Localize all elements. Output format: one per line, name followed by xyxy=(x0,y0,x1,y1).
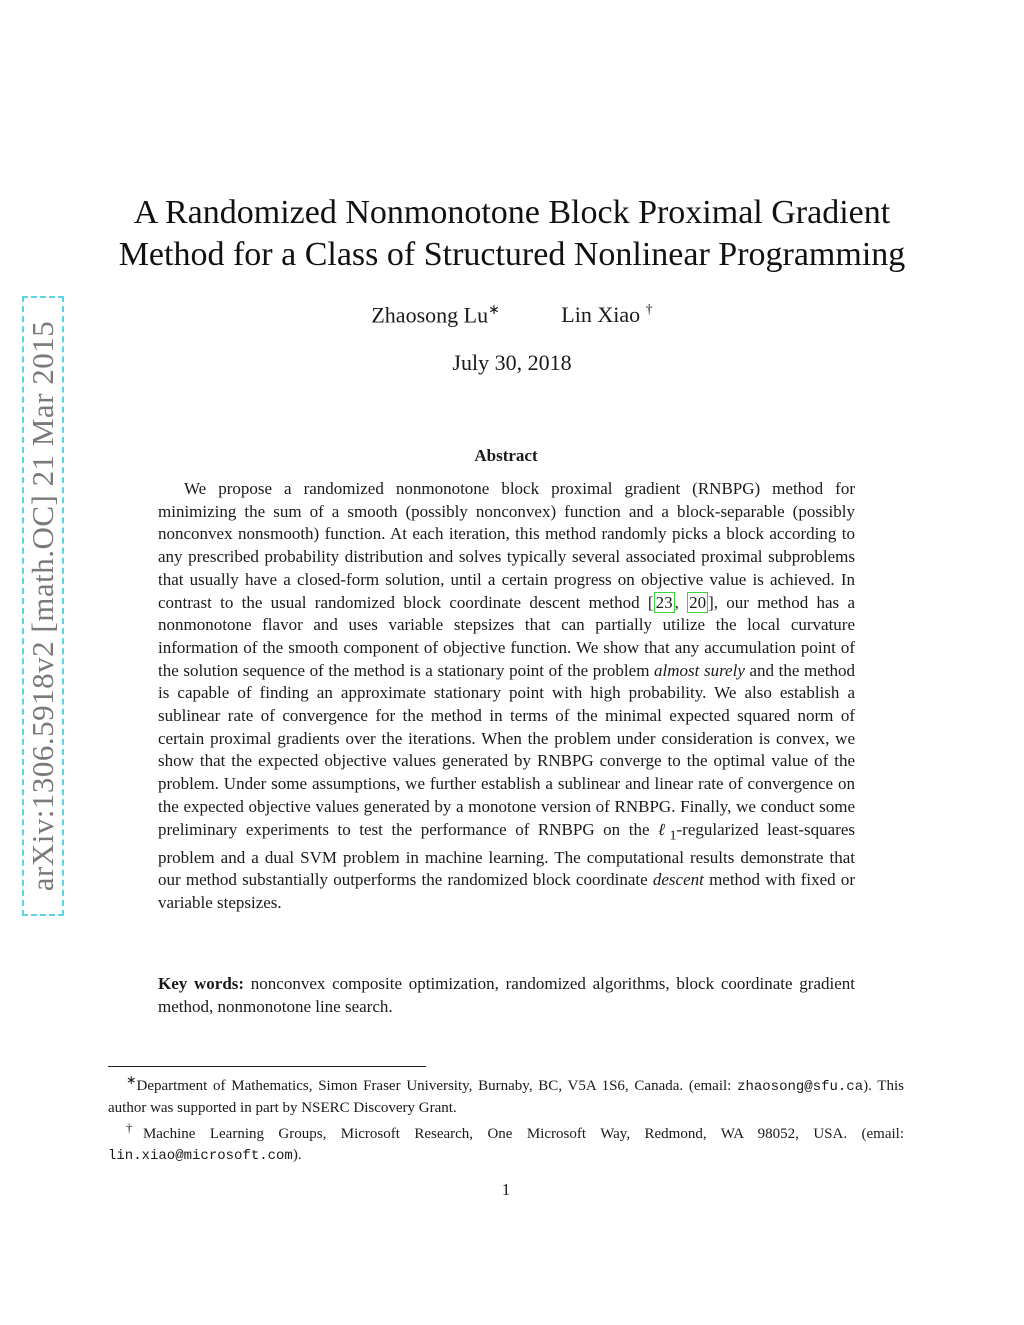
email-link[interactable]: lin.xiao@microsoft.com xyxy=(108,1147,293,1164)
citation-separator: , xyxy=(674,592,688,612)
footnote-2 xyxy=(108,1118,904,1166)
abstract-text: and the method is capable of finding an approximate stationary point with high probability. We also establish a sublinear rate of convergence for the method in terms of the minimal expected squared norm of certain proximal gradients over the iterations. When the problem under consideration is convex, we show that the expected objective values generated by RNBPG converge to the optimal value of the problem. Under some assumptions, we further establish a sublinear and linear rate of convergence on the expected objective values generated by a monotone version of RNBPG. Finally, we conduct some preliminary experiments to test the performance of RNBPG on the xyxy=(158,660,855,839)
title-line-1: A Randomized Nonmonotone Block Proximal Gradient xyxy=(133,194,891,231)
abstract-body xyxy=(158,478,855,915)
citation-bracket: ] xyxy=(708,592,714,612)
author-footnote-mark[interactable]: † xyxy=(645,303,653,318)
abstract-text: , our method has a nonmonotone flavor and uses variable stepsizes that can partially utilize the local curvature information of the smooth component of objective function. We show that any accumulation point of the solution sequence of the method is a stationary point of the problem xyxy=(158,592,855,680)
arxiv-stamp[interactable] xyxy=(22,296,64,916)
email-link[interactable]: zhaosong@sfu.ca xyxy=(737,1079,864,1095)
page-number: 1 xyxy=(501,1180,511,1199)
abstract-text: method with fixed or variable stepsizes. xyxy=(158,870,855,913)
footnote-text: Department of Mathematics, Simon Fraser University, Burnaby, BC, V5A 1S6, Canada. (email: xyxy=(136,1078,738,1094)
author-name: Zhaosong Lu xyxy=(371,302,489,328)
citation-bracket: [ xyxy=(647,592,654,612)
footnote-mark: † xyxy=(126,1121,143,1135)
arxiv-stamp-text: arXiv:1306.5918v2 [math.OC] 21 Mar 2015 xyxy=(25,320,60,892)
footnote-text: ). This author was supported in part by NSERC Discovery Grant. xyxy=(108,1078,904,1116)
footnote-1 xyxy=(108,1070,904,1118)
author-lu xyxy=(371,302,499,328)
keywords xyxy=(158,972,855,1018)
footnote-divider xyxy=(108,1066,426,1067)
citation-link[interactable]: 20 xyxy=(689,592,707,612)
paper-date: July 30, 2018 xyxy=(452,350,572,375)
author-xiao xyxy=(561,302,652,328)
math-subscript: 1 xyxy=(669,826,677,843)
keywords-text: nonconvex composite optimization, randomized algorithms, block coordinate gradient method, nonmonotone line search. xyxy=(158,974,855,1016)
footnote-text: Machine Learning Groups, Microsoft Research, One Microsoft Way, Redmond, WA 98052, USA. (email: xyxy=(142,1126,905,1142)
emphasis-text: descent xyxy=(652,870,704,890)
paper-title xyxy=(80,192,944,276)
author-name: Lin Xiao xyxy=(561,302,641,328)
author-footnote-mark[interactable]: ∗ xyxy=(488,303,500,318)
footnote-mark: ∗ xyxy=(126,1073,137,1087)
abstract-text: We propose a randomized nonmonotone block proximal gradient (RNBPG) method for minimizing the sum of a smooth (possibly nonconvex) function and a block-separable (possibly nonconvex nonsmooth) function. At each iteration, this method randomly picks a block according to any prescribed probability distribution and solves typically several associated proximal subproblems that usually have a closed-form solution, until a certain progress on objective value is achieved. In contrast to the usual randomized block coordinate descent method xyxy=(158,479,855,612)
keywords-label: Key words: xyxy=(158,974,245,993)
footnote-text: ). xyxy=(292,1146,302,1163)
math-symbol: ℓ xyxy=(658,819,670,839)
emphasis-text: almost surely xyxy=(654,660,745,680)
footnotes xyxy=(108,1070,904,1166)
abstract-text: -regularized least-squares problem and a dual SVM problem in machine learning. The computational results demonstrate that our method substantially outperforms the randomized block coordinate xyxy=(158,819,855,890)
citation-link[interactable]: 23 xyxy=(655,592,673,612)
title-line-2: Method for a Class of Structured Nonlinear Programming xyxy=(118,236,906,273)
abstract-heading: Abstract xyxy=(474,446,538,465)
author-list xyxy=(0,302,1024,328)
